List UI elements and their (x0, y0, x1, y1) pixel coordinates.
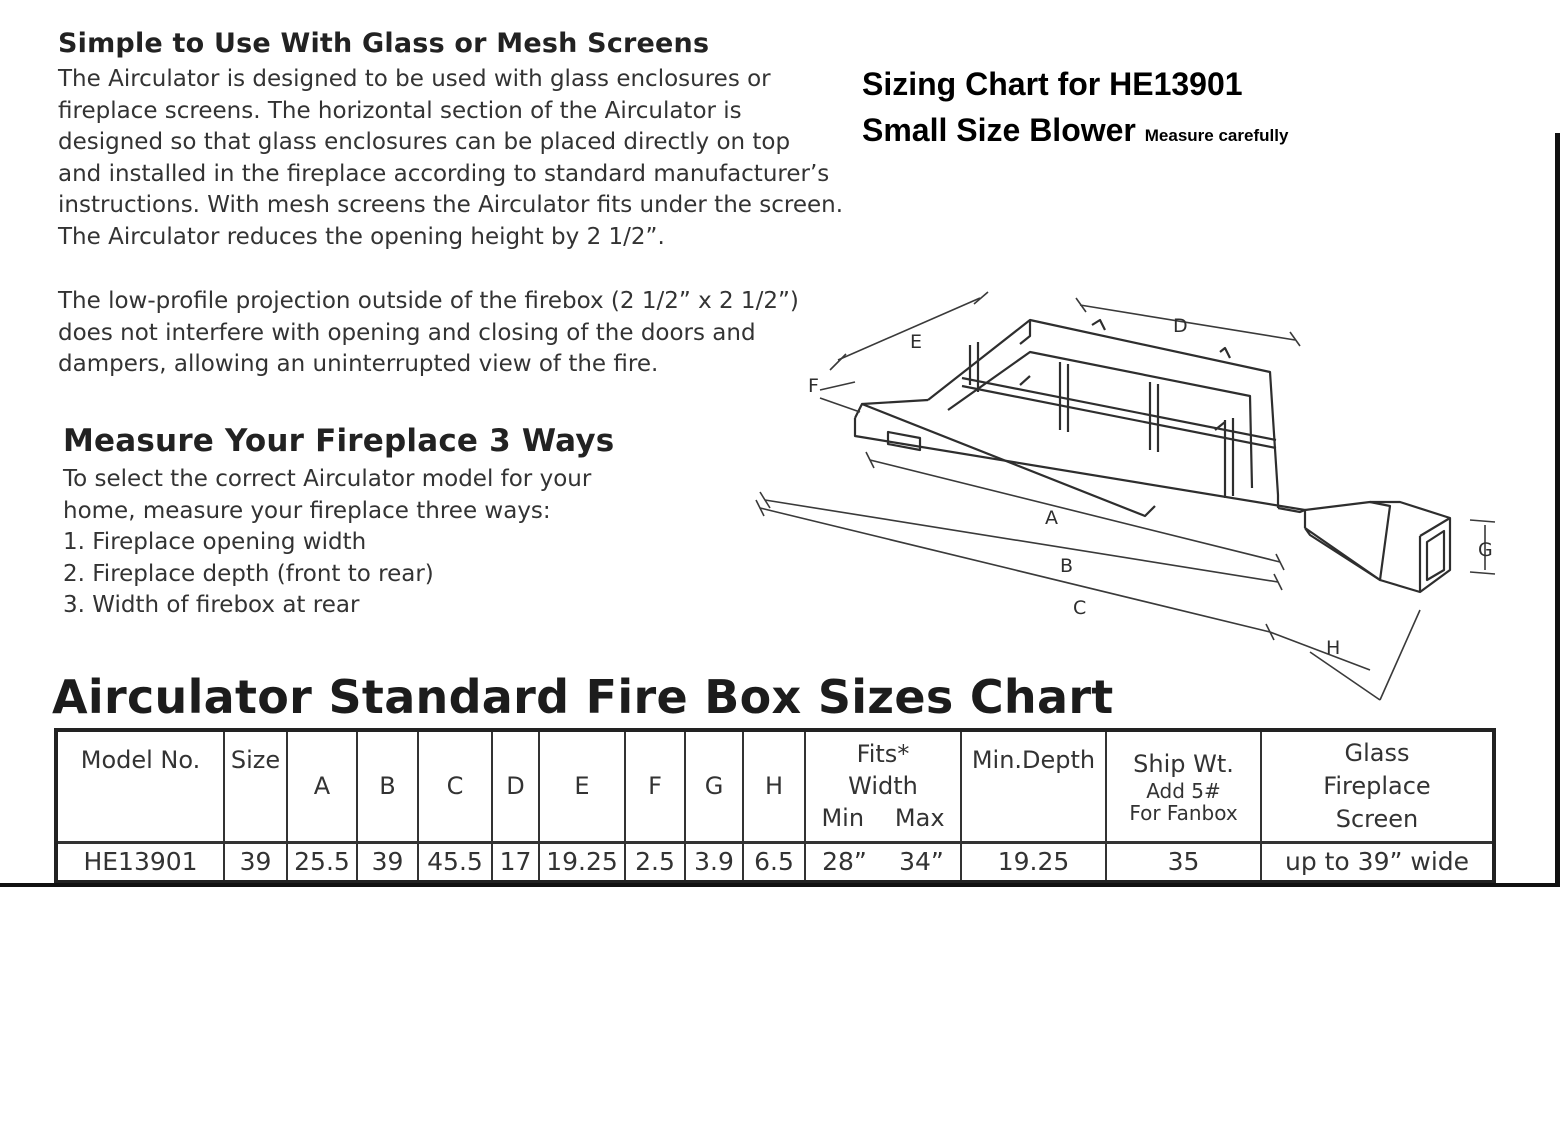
fits-min-label: Min (821, 804, 865, 833)
header-b: B (357, 730, 418, 842)
ship-add-label: Add 5# (1146, 779, 1221, 804)
header-c: C (418, 730, 492, 842)
paragraph-line: To select the correct Airculator model for your (63, 466, 592, 492)
cell-min-depth: 19.25 (961, 842, 1106, 882)
screen-label: Screen (1335, 804, 1419, 833)
width-label: Width (848, 772, 918, 801)
header-min-depth: Min.Depth (961, 730, 1106, 842)
header-g: G (685, 730, 743, 842)
airculator-outline (855, 320, 1450, 592)
cell-f: 2.5 (625, 842, 685, 882)
label-d: D (1173, 315, 1188, 337)
paragraph-line: home, measure your fireplace three ways: (63, 497, 551, 524)
label-a: A (1045, 507, 1058, 529)
header-e: E (539, 730, 625, 842)
paragraph-line: instructions. With mesh screens the Airculator fits under the screen. (58, 192, 844, 218)
measure-step: 2. Fireplace depth (front to rear) (63, 560, 434, 587)
header-glass-screen (1261, 730, 1494, 842)
header-size: Size (224, 730, 287, 842)
cell-e: 19.25 (539, 842, 625, 882)
measure-step: 1. Fireplace opening width (63, 529, 367, 555)
table-header-row (56, 730, 1494, 842)
measure-step: 3. Width of firebox at rear (63, 592, 360, 618)
measure-paragraph (63, 464, 591, 622)
paragraph-line: dampers, allowing an uninterrupted view of the fire. (58, 351, 659, 377)
header-h: H (743, 730, 805, 842)
bottom-border-line (0, 883, 1560, 887)
label-e: E (910, 331, 923, 353)
cell-c: 45.5 (418, 842, 492, 882)
blower-size-label: Small Size Blower (862, 112, 1136, 148)
fits-max-label: Max (894, 804, 945, 833)
cell-g: 3.9 (685, 842, 743, 882)
fits-label: Fits* (856, 740, 910, 769)
label-b: B (1060, 555, 1074, 577)
ship-wt-label: Ship Wt. (1133, 750, 1234, 779)
dimension-labels (808, 315, 1493, 659)
ship-fanbox-label: For Fanbox (1129, 801, 1238, 826)
label-g: G (1478, 539, 1493, 561)
label-c: C (1073, 597, 1087, 619)
dimension-lines (756, 292, 1495, 700)
cell-a: 25.5 (287, 842, 357, 882)
table-row (56, 842, 1494, 882)
projection-paragraph (58, 286, 799, 381)
airculator-diagram (730, 280, 1530, 720)
header-d: D (492, 730, 539, 842)
paragraph-line: The Airculator is designed to be used with glass enclosures or (58, 66, 771, 92)
paragraph-line: and installed in the fireplace according to standard manufacturer’s (58, 160, 830, 187)
fire-box-sizes-table (54, 728, 1496, 884)
section-heading-measure: Measure Your Fireplace 3 Ways (63, 423, 615, 459)
cell-size: 39 (224, 842, 287, 882)
cell-d: 17 (492, 842, 539, 882)
measure-note: Measure carefully (1144, 126, 1289, 145)
section-heading-screens: Simple to Use With Glass or Mesh Screens (58, 28, 710, 59)
sizing-subtitle (862, 112, 1288, 149)
paragraph-line: designed so that glass enclosures can be placed directly on top (58, 129, 791, 155)
cell-model: HE13901 (56, 842, 224, 882)
header-f: F (625, 730, 685, 842)
cell-b: 39 (357, 842, 418, 882)
cell-h: 6.5 (743, 842, 805, 882)
cell-ship-wt: 35 (1106, 842, 1261, 882)
cell-glass: up to 39” wide (1261, 842, 1494, 882)
cell-fits-width (805, 842, 961, 882)
paragraph-line: does not interfere with opening and closing of the doors and (58, 319, 756, 346)
right-border-line (1555, 133, 1560, 887)
glass-label: Glass (1344, 738, 1410, 767)
screens-paragraph (58, 64, 843, 253)
paragraph-line: fireplace screens. The horizontal section of the Airculator is (58, 97, 742, 124)
fireplace-label: Fireplace (1323, 771, 1431, 800)
cell-fits-max: 34” (899, 847, 944, 877)
cell-fits-min: 28” (822, 847, 867, 877)
paragraph-line: The low-profile projection outside of the firebox (2 1/2” x 2 1/2”) (58, 288, 799, 314)
header-fits-width (805, 730, 961, 842)
sizing-chart-title: Sizing Chart for HE13901 (862, 66, 1243, 102)
label-h: H (1326, 637, 1341, 659)
paragraph-line: The Airculator reduces the opening height by 2 1/2”. (58, 223, 665, 250)
header-model: Model No. (56, 730, 224, 842)
header-ship-wt (1106, 730, 1261, 842)
label-f: F (808, 375, 819, 397)
chart-title: Airculator Standard Fire Box Sizes Chart (52, 670, 1114, 724)
header-a: A (287, 730, 357, 842)
